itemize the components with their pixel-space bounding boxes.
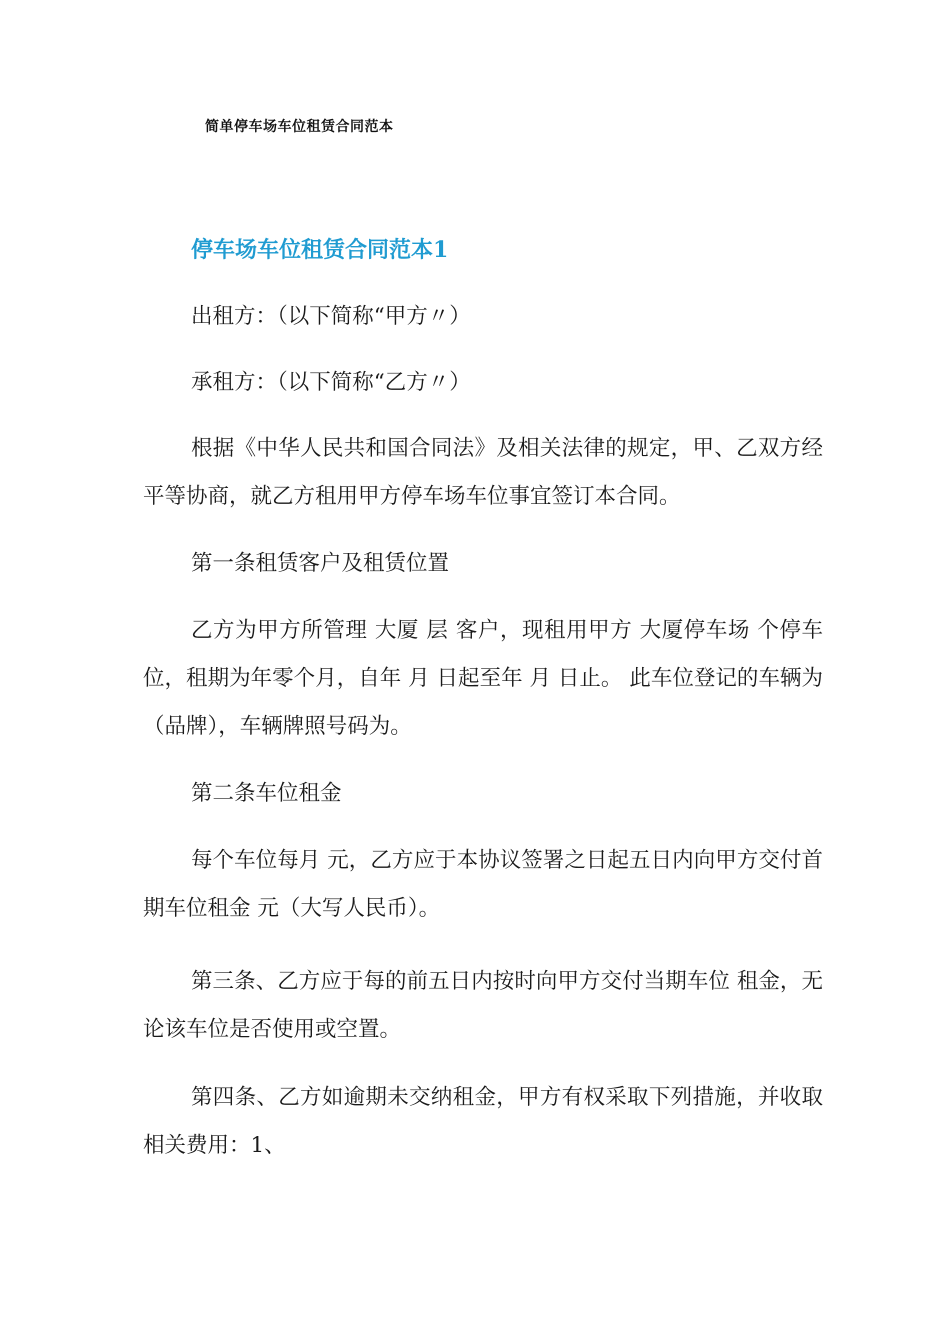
paragraph-legal-basis: 根据《中华人民共和国合同法》及相关法律的规定，甲、乙双方经平等协商，就乙方租用甲方停车场车位事宜签订本合同。 — [143, 436, 823, 509]
document-header: 简单停车场车位租赁合同范本 — [205, 119, 394, 135]
article-2-body: 每个车位每月 元，乙方应于本协议签署之日起五日内向甲方交付首期车位租金 元（大写人民币）。 — [143, 848, 823, 921]
article-3-paragraph: 第三条、乙方应于每的前五日内按时向甲方交付当期车位 租金，无论该车位是否使用或空置。 — [143, 969, 823, 1042]
paragraph-lessor: 出租方：（以下简称“甲方〃） — [191, 304, 471, 329]
paragraph-lessee: 承租方：（以下简称“乙方〃） — [191, 370, 471, 395]
article-2-heading: 第二条车位租金 — [191, 781, 342, 806]
article-1-body: 乙方为甲方所管理 大厦 层 客户，现租用甲方 大厦停车场 个停车位，租期为年零个月，自年 月 日起至年 月 日止。 此车位登记的车辆为（品牌），车辆牌照号码为。 — [143, 618, 823, 739]
document-title: 停车场车位租赁合同范本1 — [191, 237, 449, 263]
article-1-heading: 第一条租赁客户及租赁位置 — [191, 551, 450, 576]
article-4-paragraph: 第四条、乙方如逾期未交纳租金，甲方有权采取下列措施，并收取相关费用：1、 — [143, 1085, 823, 1158]
